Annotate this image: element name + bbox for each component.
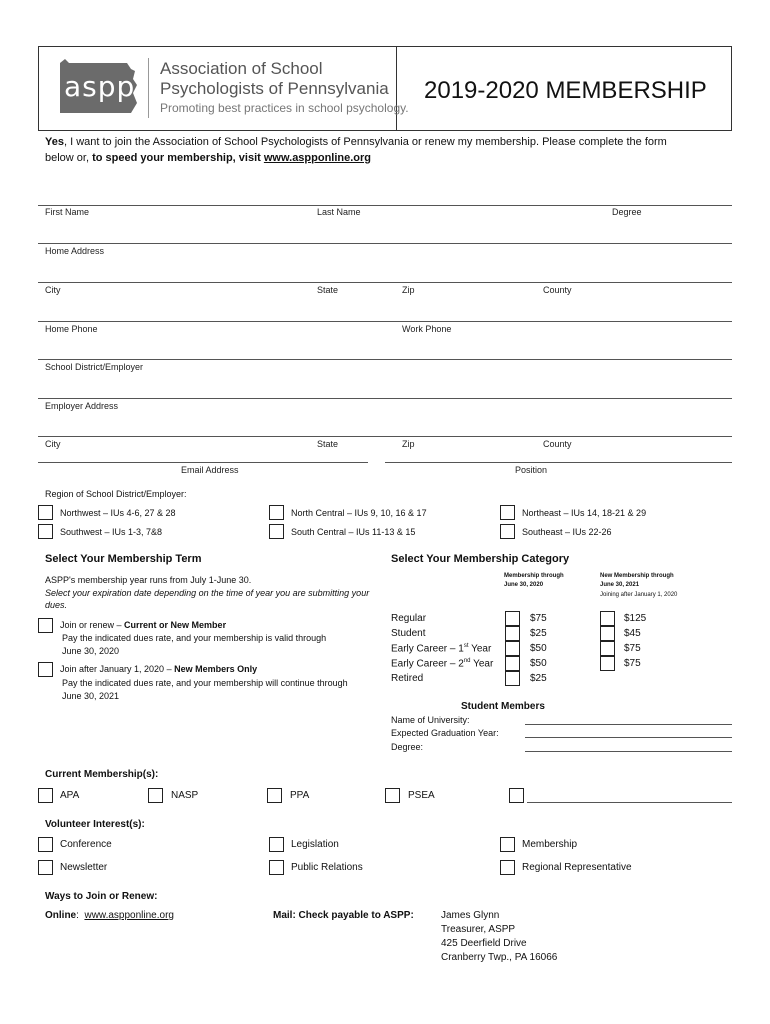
volunteer-option: Conference xyxy=(60,839,112,850)
term-option-desc: Pay the indicated dues rate, and your membership will continue through xyxy=(62,678,348,688)
category-checkbox[interactable] xyxy=(505,611,520,626)
employer-address-field[interactable]: Employer Address xyxy=(45,401,119,411)
col1-head: Membership through xyxy=(504,573,564,579)
other-membership-input[interactable] xyxy=(527,802,732,803)
logo-divider xyxy=(148,58,149,118)
col2-head: New Membership through xyxy=(600,573,674,579)
field-line xyxy=(385,462,732,463)
intro-line1: Yes, I want to join the Association of School Psychologists of Pennsylvania or renew my membership. Please complete the form xyxy=(45,136,667,148)
price-2020: $25 xyxy=(530,628,547,639)
category-checkbox-new[interactable] xyxy=(600,611,615,626)
region-option: South Central – IUs 11-13 & 15 xyxy=(291,527,416,537)
category-checkbox[interactable] xyxy=(505,656,520,671)
org-tagline: Promoting best practices in school psychology. xyxy=(160,101,409,115)
membership-option: PSEA xyxy=(408,790,435,801)
header-divider xyxy=(396,46,397,131)
category-label: Regular xyxy=(391,613,427,624)
term-checkbox-current[interactable] xyxy=(38,618,53,633)
org-name-line2: Psychologists of Pennsylvania xyxy=(160,79,389,98)
field-line xyxy=(38,462,368,463)
position-field[interactable]: Position xyxy=(515,465,548,475)
term-option-desc: June 30, 2021 xyxy=(62,691,120,701)
university-label: Name of University: xyxy=(391,715,470,725)
online-link[interactable]: www.aspponline.org xyxy=(84,910,174,921)
region-checkbox[interactable] xyxy=(500,505,515,520)
volunteer-option: Membership xyxy=(522,839,578,850)
website-link[interactable]: www.aspponline.org xyxy=(263,152,372,164)
mail-address: Cranberry Twp., PA 16066 xyxy=(441,952,558,963)
membership-checkbox[interactable] xyxy=(385,788,400,803)
membership-checkbox[interactable] xyxy=(38,788,53,803)
intro-line2: below or, to speed your membership, visit www.aspponline.org xyxy=(45,152,372,164)
col1-head: June 30, 2020 xyxy=(504,582,544,588)
membership-checkbox[interactable] xyxy=(267,788,282,803)
online-line: Online: www.aspponline.org xyxy=(45,910,174,921)
category-checkbox[interactable] xyxy=(505,641,520,656)
current-heading: Current Membership(s): xyxy=(45,769,159,780)
category-label: Retired xyxy=(391,673,424,684)
membership-option: APA xyxy=(60,790,80,801)
price-2020: $75 xyxy=(530,613,547,624)
volunteer-checkbox[interactable] xyxy=(269,860,284,875)
price-2021: $45 xyxy=(624,628,641,639)
home-address-field[interactable]: Home Address xyxy=(45,246,105,256)
term-note: ASPP's membership year runs from July 1-June 30. xyxy=(45,575,252,585)
region-option: Northwest – IUs 4-6, 27 & 28 xyxy=(60,508,176,518)
city2-field[interactable]: City xyxy=(45,439,61,449)
work-phone-field[interactable]: Work Phone xyxy=(402,324,452,334)
volunteer-option: Legislation xyxy=(291,839,339,850)
field-line xyxy=(38,243,732,244)
term-checkbox-new[interactable] xyxy=(38,662,53,677)
zip-field[interactable]: Zip xyxy=(402,285,415,295)
volunteer-option: Newsletter xyxy=(60,862,108,873)
region-option: Northeast – IUs 14, 18-21 & 29 xyxy=(522,508,647,518)
term-option-new: Join after January 1, 2020 – New Members Only xyxy=(60,664,258,674)
home-phone-field[interactable]: Home Phone xyxy=(45,324,98,334)
price-2020: $25 xyxy=(530,673,547,684)
field-line xyxy=(38,205,732,206)
category-label: Early Career – 1st Year xyxy=(391,643,492,655)
mail-label: Mail: Check payable to ASPP: xyxy=(273,910,414,921)
county-field[interactable]: County xyxy=(543,285,572,295)
category-checkbox[interactable] xyxy=(505,626,520,641)
page-title: 2019-2020 MEMBERSHIP xyxy=(424,77,707,104)
ways-heading: Ways to Join or Renew: xyxy=(45,891,158,902)
field-line xyxy=(38,321,732,322)
zip2-field[interactable]: Zip xyxy=(402,439,415,449)
volunteer-heading: Volunteer Interest(s): xyxy=(45,819,145,830)
university-input[interactable] xyxy=(525,724,732,725)
price-2020: $50 xyxy=(530,658,547,669)
volunteer-option: Public Relations xyxy=(291,862,363,873)
field-line xyxy=(38,359,732,360)
degree-field[interactable]: Degree xyxy=(612,207,642,217)
region-checkbox[interactable] xyxy=(269,524,284,539)
region-checkbox[interactable] xyxy=(38,524,53,539)
term-option-desc: Pay the indicated dues rate, and your membership is valid through xyxy=(62,633,327,643)
price-2020: $50 xyxy=(530,643,547,654)
category-label: Student xyxy=(391,628,426,639)
email-field[interactable]: Email Address xyxy=(181,465,239,475)
term-note: dues. xyxy=(45,600,68,610)
school-district-field[interactable]: School District/Employer xyxy=(45,362,144,372)
membership-checkbox[interactable] xyxy=(148,788,163,803)
category-label: Early Career – 2nd Year xyxy=(391,658,494,670)
membership-option: PPA xyxy=(290,790,310,801)
county2-field[interactable]: County xyxy=(543,439,572,449)
region-option: Southwest – IUs 1-3, 7&8 xyxy=(60,527,163,537)
region-option: Southeast – IUs 22-26 xyxy=(522,527,612,537)
last-name-field[interactable]: Last Name xyxy=(317,207,361,217)
membership-option: NASP xyxy=(171,790,199,801)
graduation-input[interactable] xyxy=(525,737,732,738)
region-label: Region of School District/Employer: xyxy=(45,489,187,499)
col2-head: June 30, 2021 xyxy=(600,582,640,588)
term-note: Select your expiration date depending on the time of year you are submitting your xyxy=(45,588,370,598)
mail-address: Treasurer, ASPP xyxy=(441,924,516,935)
volunteer-checkbox[interactable] xyxy=(500,860,515,875)
category-checkbox-new[interactable] xyxy=(600,656,615,671)
degree-input[interactable] xyxy=(525,751,732,752)
col2-head: Joining after January 1, 2020 xyxy=(600,592,678,598)
region-checkbox[interactable] xyxy=(269,505,284,520)
price-2021: $75 xyxy=(624,658,641,669)
graduation-label: Expected Graduation Year: xyxy=(391,728,499,738)
first-name-field[interactable]: First Name xyxy=(45,207,90,217)
state2-field[interactable]: State xyxy=(317,439,339,449)
region-option: North Central – IUs 9, 10, 16 & 17 xyxy=(291,508,427,518)
volunteer-checkbox[interactable] xyxy=(500,837,515,852)
membership-checkbox-other[interactable] xyxy=(509,788,524,803)
category-checkbox[interactable] xyxy=(505,671,520,686)
student-heading: Student Members xyxy=(461,701,545,712)
volunteer-checkbox[interactable] xyxy=(269,837,284,852)
field-line xyxy=(38,282,732,283)
volunteer-option: Regional Representative xyxy=(522,862,632,873)
degree-label: Degree: xyxy=(391,742,424,752)
org-name-line1: Association of School xyxy=(160,59,323,78)
category-heading: Select Your Membership Category xyxy=(391,553,570,565)
volunteer-checkbox[interactable] xyxy=(38,837,53,852)
field-line xyxy=(38,436,732,437)
term-option-desc: June 30, 2020 xyxy=(62,646,120,656)
mail-address: 425 Deerfield Drive xyxy=(441,938,527,949)
term-option-current: Join or renew – Current or New Member xyxy=(60,620,227,630)
region-checkbox[interactable] xyxy=(500,524,515,539)
state-field[interactable]: State xyxy=(317,285,339,295)
term-heading: Select Your Membership Term xyxy=(45,553,202,565)
category-checkbox-new[interactable] xyxy=(600,641,615,656)
city-field[interactable]: City xyxy=(45,285,61,295)
logo-text: aspp xyxy=(64,70,136,103)
category-checkbox-new[interactable] xyxy=(600,626,615,641)
mail-address: James Glynn xyxy=(441,910,500,921)
region-checkbox[interactable] xyxy=(38,505,53,520)
price-2021: $75 xyxy=(624,643,641,654)
field-line xyxy=(38,398,732,399)
volunteer-checkbox[interactable] xyxy=(38,860,53,875)
price-2021: $125 xyxy=(624,613,647,624)
